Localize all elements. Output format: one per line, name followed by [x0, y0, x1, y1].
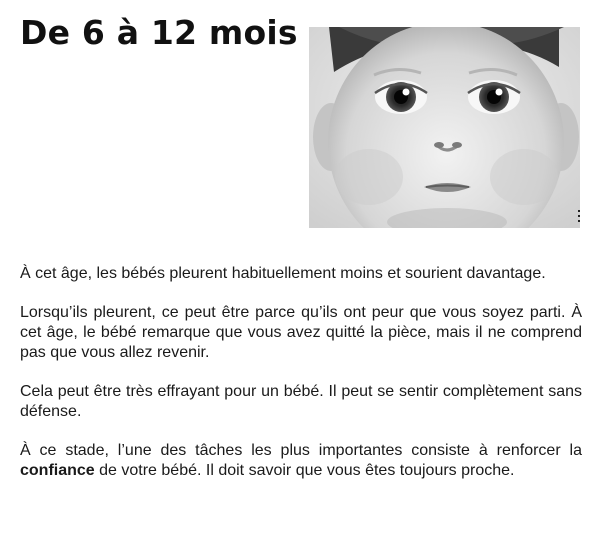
paragraph-1: À cet âge, les bébés pleurent habituellement moins et sourient davantage. — [20, 265, 546, 282]
baby-photo — [309, 27, 580, 228]
paragraph-3: Cela peut être très effrayant pour un bébé. Il peut se sentir complètement sans défense. — [20, 383, 582, 420]
paragraph-4-text-end: de votre bébé. Il doit savoir que vous êtes toujours proche. — [94, 462, 515, 479]
paragraph-4 — [20, 441, 582, 481]
photo-crop-mark — [578, 210, 580, 228]
baby-face-illustration — [309, 27, 580, 228]
paragraph-4-text-start: À ce stade, l’une des tâches les plus importantes consiste à renforcer la — [20, 442, 582, 459]
body-text — [20, 264, 582, 481]
paragraph-2: Lorsqu’ils pleurent, ce peut être parce qu’ils ont peur que vous soyez parti. À cet âge, le bébé remarque que vous avez quitté la pièce, mais il ne comprend pas que vous allez revenir. — [20, 304, 582, 361]
page-title: De 6 à 12 mois — [20, 13, 298, 52]
paragraph-4-emphasis: confiance — [20, 462, 95, 479]
